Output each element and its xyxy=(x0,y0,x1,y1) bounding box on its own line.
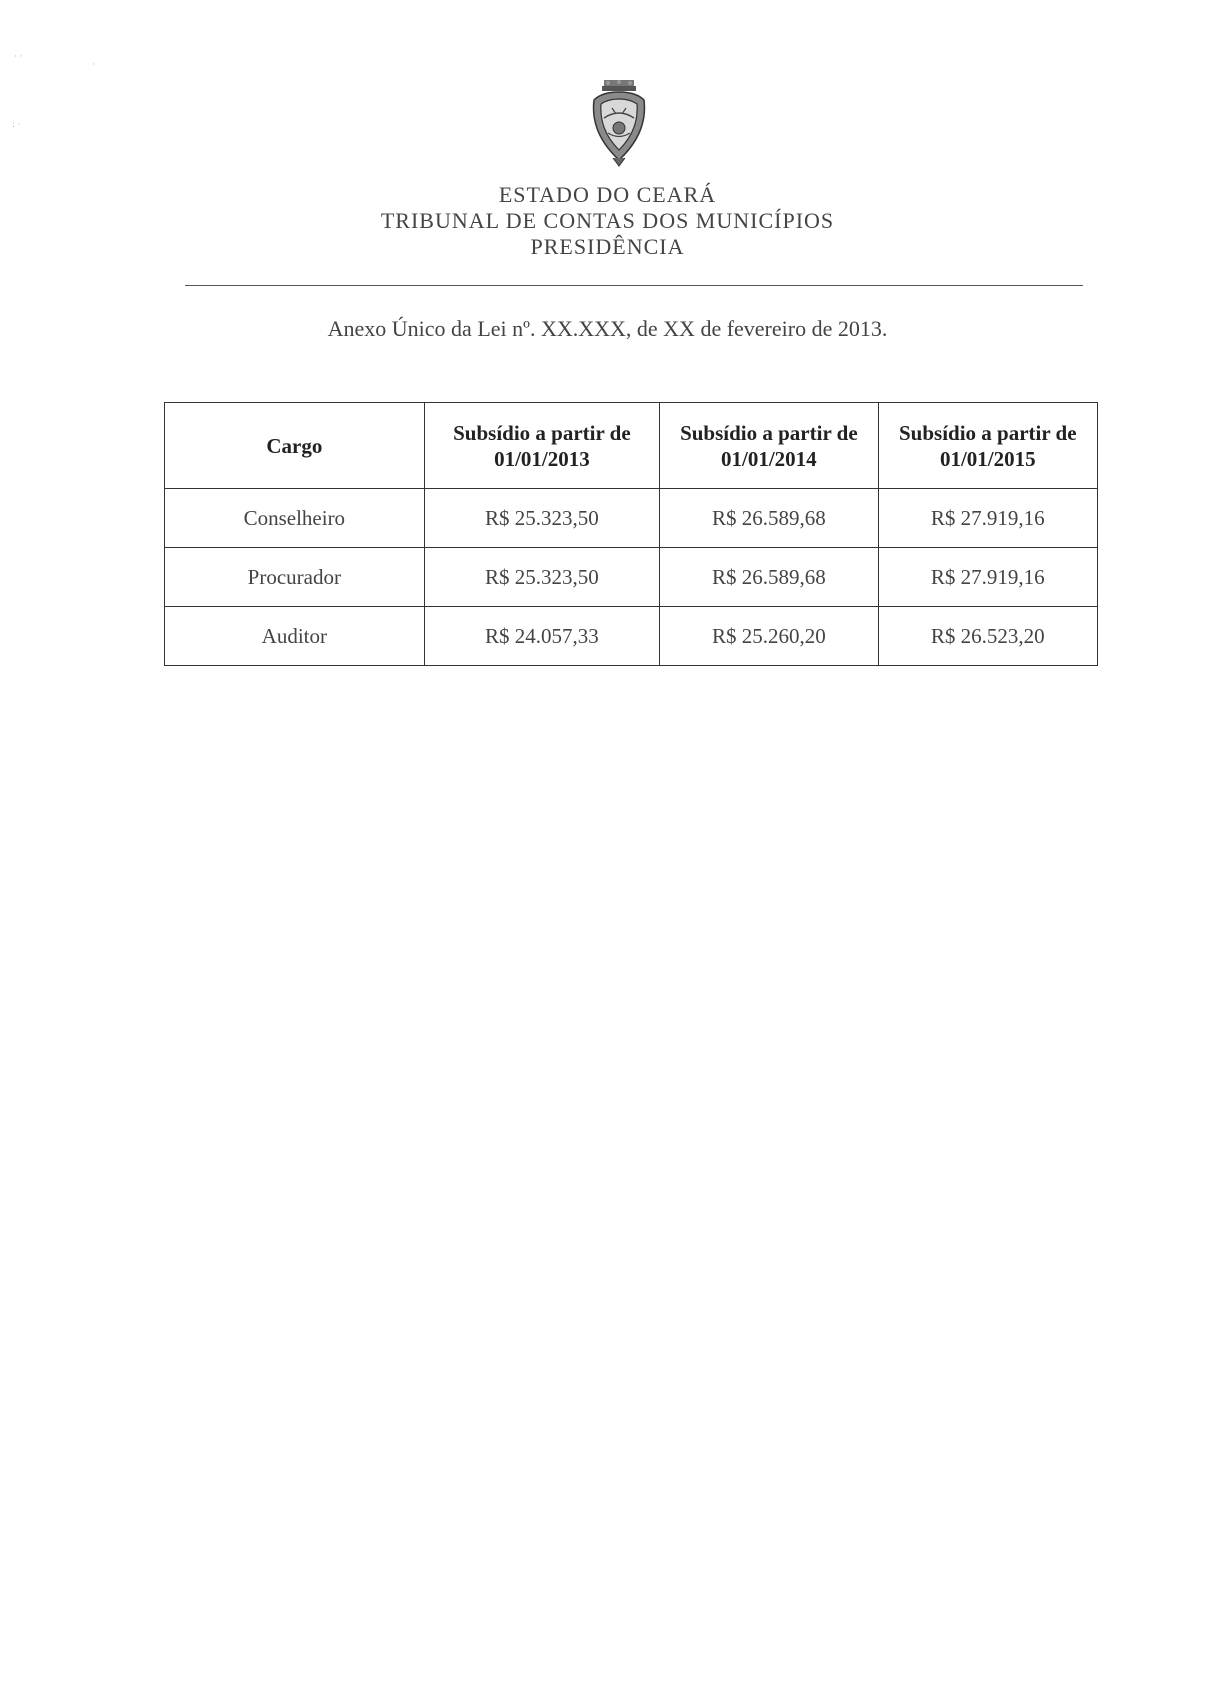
header-state-name: ESTADO DO CEARÁ xyxy=(498,182,717,207)
header-cell-2014: Subsídio a partir de 01/01/2014 xyxy=(660,403,878,489)
header-office-name: PRESIDÊNCIA xyxy=(530,234,685,259)
table-header-row xyxy=(165,403,1098,489)
scan-speck: · xyxy=(92,60,95,70)
header-court-name: TRIBUNAL DE CONTAS DOS MUNICÍPIOS xyxy=(380,208,835,233)
header-divider xyxy=(185,285,1083,286)
cell-value: R$ 25.260,20 xyxy=(660,607,878,666)
cell-value: R$ 26.589,68 xyxy=(660,489,878,548)
scan-speck: · · xyxy=(14,52,23,62)
cell-cargo: Conselheiro xyxy=(165,489,425,548)
salary-table xyxy=(164,402,1098,666)
cell-cargo: Procurador xyxy=(165,548,425,607)
header-cell-2013: Subsídio a partir de 01/01/2013 xyxy=(424,403,660,489)
cell-value: R$ 27.919,16 xyxy=(878,489,1097,548)
cell-value: R$ 26.589,68 xyxy=(660,548,878,607)
table-row xyxy=(165,548,1098,607)
scan-speck: : · xyxy=(12,120,21,130)
table-row xyxy=(165,489,1098,548)
cell-value: R$ 26.523,20 xyxy=(878,607,1097,666)
cell-cargo: Auditor xyxy=(165,607,425,666)
cell-value: R$ 27.919,16 xyxy=(878,548,1097,607)
header-cell-2015: Subsídio a partir de 01/01/2015 xyxy=(878,403,1097,489)
state-coat-of-arms-icon xyxy=(586,78,652,168)
cell-value: R$ 25.323,50 xyxy=(424,548,660,607)
table-row xyxy=(165,607,1098,666)
cell-value: R$ 24.057,33 xyxy=(424,607,660,666)
annex-title: Anexo Único da Lei nº. XX.XXX, de XX de fevereiro de 2013. xyxy=(327,316,888,341)
cell-value: R$ 25.323,50 xyxy=(424,489,660,548)
header-cell-cargo: Cargo xyxy=(165,403,425,489)
